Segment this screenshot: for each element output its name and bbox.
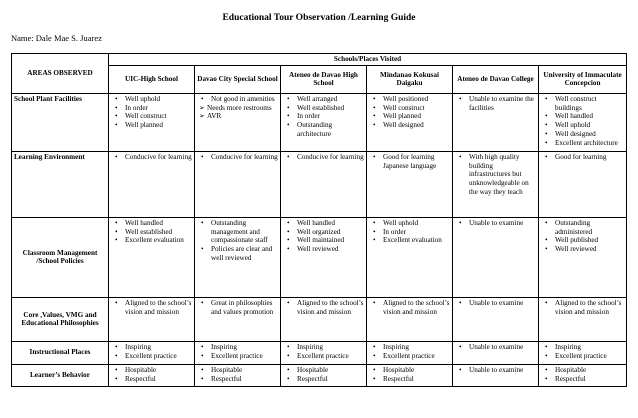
schools-visited-header: Schools/Places Visited bbox=[109, 54, 627, 66]
areas-observed-header: AREAS OBSERVED bbox=[12, 54, 109, 94]
list-item: • Inspiring bbox=[283, 343, 364, 352]
list-item: • Well uphold bbox=[369, 219, 450, 228]
observation-list bbox=[197, 299, 278, 317]
observation-cell bbox=[367, 151, 453, 217]
observation-cell bbox=[109, 151, 195, 217]
observation-list bbox=[541, 95, 624, 148]
list-item: • Inspiring bbox=[197, 343, 278, 352]
list-item: • Excellent practice bbox=[197, 352, 278, 361]
observation-list bbox=[541, 153, 624, 162]
observation-list bbox=[455, 343, 536, 352]
list-item: • Well construct bbox=[369, 104, 450, 113]
observation-cell bbox=[367, 93, 453, 151]
school-header: UIC-High School bbox=[109, 65, 195, 93]
observation-list bbox=[455, 219, 536, 228]
list-item: • Well uphold bbox=[111, 95, 192, 104]
observation-list bbox=[111, 95, 192, 130]
list-item: • Well arranged bbox=[283, 95, 364, 104]
list-item: • Excellent practice bbox=[541, 352, 624, 361]
school-header: Ateneo de Davao High School bbox=[281, 65, 367, 93]
list-item: • Hospitable bbox=[197, 366, 278, 375]
observation-list bbox=[111, 219, 192, 245]
list-item: • Unable to examine bbox=[455, 219, 536, 228]
observation-list bbox=[541, 366, 624, 384]
observation-list bbox=[283, 95, 364, 139]
observation-cell bbox=[281, 93, 367, 151]
observation-list bbox=[369, 366, 450, 384]
observation-cell bbox=[109, 297, 195, 341]
list-item: • Great in philosophies and values promotion bbox=[197, 299, 278, 317]
list-item: • Well handled bbox=[283, 219, 364, 228]
observation-cell bbox=[195, 297, 281, 341]
list-item: • Well planned bbox=[111, 121, 192, 130]
list-item: • Respectful bbox=[197, 375, 278, 384]
observation-list bbox=[197, 219, 278, 263]
school-header: Davao City Special School bbox=[195, 65, 281, 93]
observation-cell bbox=[539, 93, 627, 151]
table-row bbox=[12, 297, 627, 341]
observation-cell bbox=[281, 217, 367, 297]
observation-cell bbox=[367, 341, 453, 364]
observation-cell bbox=[195, 217, 281, 297]
observation-cell bbox=[367, 217, 453, 297]
list-item: • Good for learning Japanese language bbox=[369, 153, 450, 171]
list-item: • Well established bbox=[111, 228, 192, 237]
school-header: Ateneo de Davao College bbox=[453, 65, 539, 93]
list-item: • Well handled bbox=[111, 219, 192, 228]
list-item: • Well established bbox=[283, 104, 364, 113]
observation-cell bbox=[281, 151, 367, 217]
list-item: • With high quality building infrastructures but unknowledgeable on the way they teach bbox=[455, 153, 536, 197]
school-header: University of Immaculate Concepcion bbox=[539, 65, 627, 93]
observation-cell bbox=[453, 364, 539, 386]
observation-list bbox=[283, 343, 364, 361]
list-item: • Conducive for learning bbox=[283, 153, 364, 162]
observation-cell bbox=[109, 217, 195, 297]
list-item: • Outstanding management and compassionate staff bbox=[197, 219, 278, 245]
observation-list bbox=[369, 299, 450, 317]
list-item: • Unable to examine bbox=[455, 299, 536, 308]
observation-cell bbox=[281, 297, 367, 341]
observation-cell bbox=[539, 341, 627, 364]
list-item: • Well organized bbox=[283, 228, 364, 237]
list-item: • Inspiring bbox=[541, 343, 624, 352]
observation-table bbox=[11, 53, 627, 387]
observation-cell bbox=[453, 151, 539, 217]
list-item: • Excellent practice bbox=[283, 352, 364, 361]
list-item: • Respectful bbox=[111, 375, 192, 384]
observation-list bbox=[369, 95, 450, 130]
observation-list bbox=[541, 299, 624, 317]
area-label: Learning Environment bbox=[12, 151, 109, 217]
list-item: • Inspiring bbox=[111, 343, 192, 352]
list-item: • Aligned to the school’s vision and mission bbox=[541, 299, 624, 317]
observation-cell bbox=[281, 364, 367, 386]
observation-list bbox=[111, 366, 192, 384]
list-item: • Policies are clear and well reviewed bbox=[197, 245, 278, 263]
list-item: • Excellent evaluation bbox=[369, 236, 450, 245]
list-item: • Unable to examine the facilities bbox=[455, 95, 536, 113]
table-row bbox=[12, 364, 627, 386]
observation-cell bbox=[281, 341, 367, 364]
list-item: • Excellent architecture bbox=[541, 139, 624, 148]
observation-cell bbox=[109, 93, 195, 151]
area-label: Classroom Management /School Policies bbox=[12, 217, 109, 297]
table-row bbox=[12, 341, 627, 364]
observation-cell bbox=[367, 364, 453, 386]
list-item: • Outstanding architecture bbox=[283, 121, 364, 139]
observation-list bbox=[283, 299, 364, 317]
table-row bbox=[12, 151, 627, 217]
observation-cell bbox=[195, 151, 281, 217]
observation-cell bbox=[195, 93, 281, 151]
list-item: • Conducive for learning bbox=[197, 153, 278, 162]
list-item: • Conducive for learning bbox=[111, 153, 192, 162]
list-item: • Well reviewed bbox=[283, 245, 364, 254]
observation-list bbox=[455, 95, 536, 113]
list-item: • Well uphold bbox=[541, 121, 624, 130]
list-item: • Well designed bbox=[369, 121, 450, 130]
area-label: Instructional Places bbox=[12, 341, 109, 364]
list-item: • Excellent practice bbox=[111, 352, 192, 361]
observation-cell bbox=[195, 364, 281, 386]
table-row bbox=[12, 93, 627, 151]
list-item: • Respectful bbox=[369, 375, 450, 384]
document-title: Educational Tour Observation /Learning Guide bbox=[222, 13, 416, 23]
list-item: • Excellent practice bbox=[369, 352, 450, 361]
list-item: • Hospitable bbox=[111, 366, 192, 375]
observation-list bbox=[111, 343, 192, 361]
list-item: • Well reviewed bbox=[541, 245, 624, 254]
observation-list bbox=[111, 153, 192, 162]
list-item: • Hospitable bbox=[283, 366, 364, 375]
list-item: • Aligned to the school’s vision and mission bbox=[111, 299, 192, 317]
list-item: • Hospitable bbox=[541, 366, 624, 375]
observation-list bbox=[197, 95, 278, 121]
observation-list bbox=[283, 366, 364, 384]
list-item: • Hospitable bbox=[369, 366, 450, 375]
list-item: • Aligned to the school’s vision and mission bbox=[369, 299, 450, 317]
observation-cell bbox=[539, 364, 627, 386]
list-item: • Excellent evaluation bbox=[111, 236, 192, 245]
list-item: • Inspiring bbox=[369, 343, 450, 352]
table-row bbox=[12, 217, 627, 297]
list-item: • Well construct bbox=[111, 112, 192, 121]
observation-cell bbox=[453, 341, 539, 364]
list-item: • Respectful bbox=[283, 375, 364, 384]
observation-list bbox=[541, 219, 624, 254]
list-item: • Well positioned bbox=[369, 95, 450, 104]
observation-list bbox=[455, 153, 536, 197]
observation-list bbox=[369, 153, 450, 171]
list-item: • Good for learning bbox=[541, 153, 624, 162]
list-item: • Not good in amenities bbox=[197, 95, 278, 104]
list-item: • In order bbox=[369, 228, 450, 237]
observation-cell bbox=[109, 341, 195, 364]
observation-cell bbox=[539, 217, 627, 297]
list-item: ➢ Needs more restrooms bbox=[197, 104, 278, 113]
list-item: • Well planned bbox=[369, 112, 450, 121]
observation-list bbox=[369, 219, 450, 245]
area-label: Core ,Values, VMG and Educational Philosophies bbox=[12, 297, 109, 341]
observation-list bbox=[197, 343, 278, 361]
observation-cell bbox=[453, 297, 539, 341]
observation-cell bbox=[367, 297, 453, 341]
observation-cell bbox=[539, 297, 627, 341]
observation-cell bbox=[195, 341, 281, 364]
list-item: • Respectful bbox=[541, 375, 624, 384]
observation-list bbox=[455, 299, 536, 308]
observation-list bbox=[197, 366, 278, 384]
observation-list bbox=[197, 153, 278, 162]
observation-list bbox=[455, 366, 536, 375]
list-item: • Well construct buildings bbox=[541, 95, 624, 113]
list-item: • Well designed bbox=[541, 130, 624, 139]
student-name: Name: Dale Mae S. Juarez bbox=[11, 33, 102, 43]
list-item: • Unable to examine bbox=[455, 366, 536, 375]
list-item: • Well maintained bbox=[283, 236, 364, 245]
list-item: • Well published bbox=[541, 236, 624, 245]
observation-list bbox=[111, 299, 192, 317]
list-item: • In order bbox=[111, 104, 192, 113]
area-label: School Plant Facilities bbox=[12, 93, 109, 151]
observation-cell bbox=[109, 364, 195, 386]
list-item: ➢ AVR bbox=[197, 112, 278, 121]
observation-cell bbox=[453, 93, 539, 151]
list-item: • In order bbox=[283, 112, 364, 121]
list-item: • Aligned to the school’s vision and mission bbox=[283, 299, 364, 317]
observation-list bbox=[369, 343, 450, 361]
school-header: Mindanao Kokusai Daigaku bbox=[367, 65, 453, 93]
observation-cell bbox=[539, 151, 627, 217]
observation-cell bbox=[453, 217, 539, 297]
observation-list bbox=[283, 153, 364, 162]
area-label: Learner’s Behavior bbox=[12, 364, 109, 386]
observation-list bbox=[283, 219, 364, 254]
list-item: • Outstanding administered bbox=[541, 219, 624, 237]
list-item: • Well handled bbox=[541, 112, 624, 121]
observation-list bbox=[541, 343, 624, 361]
list-item: • Unable to examine bbox=[455, 343, 536, 352]
